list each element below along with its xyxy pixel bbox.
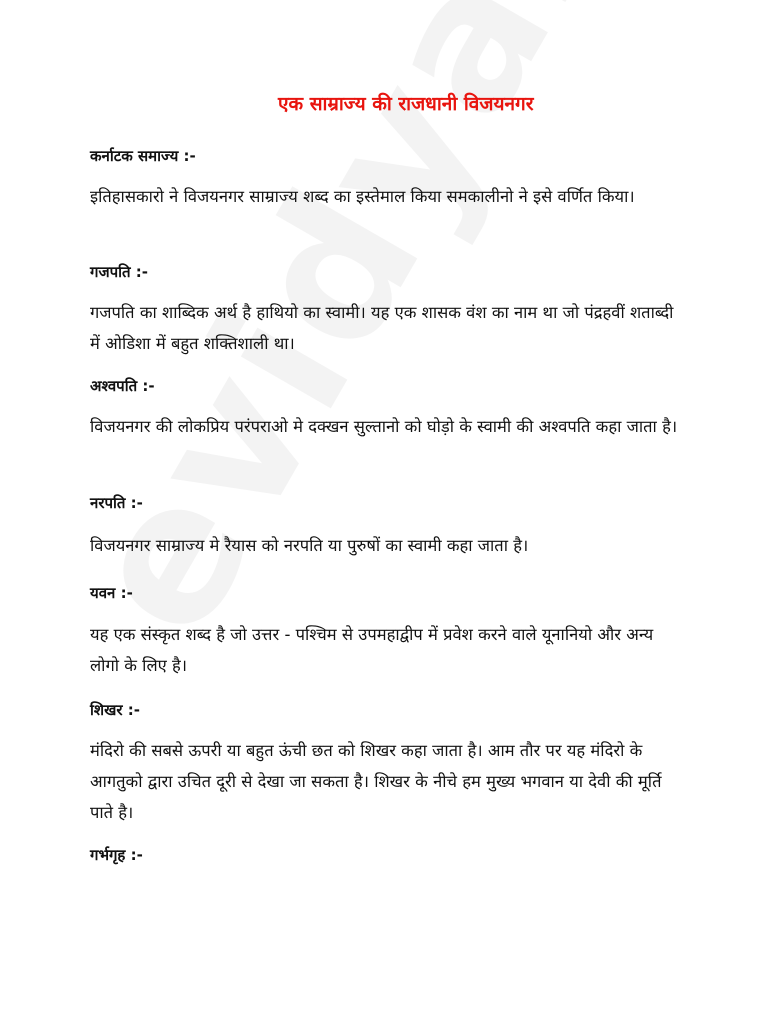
section-text-shikhar: मंदिरो की सबसे ऊपरी या बहुत ऊंची छत को शिखर कहा जाता है। आम तौर पर यह मंदिरो के आगतुको द्वारा उचित दूरी से देखा जा सकता है। शिखर के नीचे हम मुख्य भगवान या देवी की मूर्ति पाते है। <box>90 741 662 822</box>
section-heading-garbhagriha: गर्भगृह :- <box>90 846 143 864</box>
section-heading-yavan: यवन :- <box>90 584 133 602</box>
section-text-yavan: यह एक संस्कृत शब्द है जो उत्तर - पश्चिम से उपमहाद्वीप में प्रवेश करने वाले यूनानियो और अन्य लोगो के लिए है। <box>90 625 654 675</box>
section-heading-gajapati: गजपति :- <box>90 263 148 281</box>
section-text-gajapati: गजपति का शाब्दिक अर्थ है हाथियो का स्वामी। यह एक शासक वंश का नाम था जो पंद्रहवीं शताब्दी में ओडिशा में बहुत शक्तिशाली था। <box>90 303 674 353</box>
section-text-ashvapati: विजयनगर की लोकप्रिय परंपराओ मे दक्खन सुल्तानो को घोड़ो के स्वामी की अश्वपति कहा जाता है। <box>90 417 678 436</box>
section-heading-ashvapati: अश्वपति :- <box>90 377 155 395</box>
section-heading-karnataka: कर्नाटक समाज्य :- <box>90 147 196 165</box>
section-heading-shikhar: शिखर :- <box>90 701 140 719</box>
page-title: एक साम्राज्य की राजधानी विजयनगर <box>278 93 534 115</box>
section-text-narapati: विजयनगर साम्राज्य मे रैयास को नरपति या पुरुषों का स्वामी कहा जाता है। <box>90 536 529 555</box>
section-text-karnataka: इतिहासकारो ने विजयनगर साम्राज्य शब्द का इस्तेमाल किया समकालीनो ने इसे वर्णित किया। <box>90 187 635 206</box>
section-heading-narapati: नरपति :- <box>90 494 143 512</box>
